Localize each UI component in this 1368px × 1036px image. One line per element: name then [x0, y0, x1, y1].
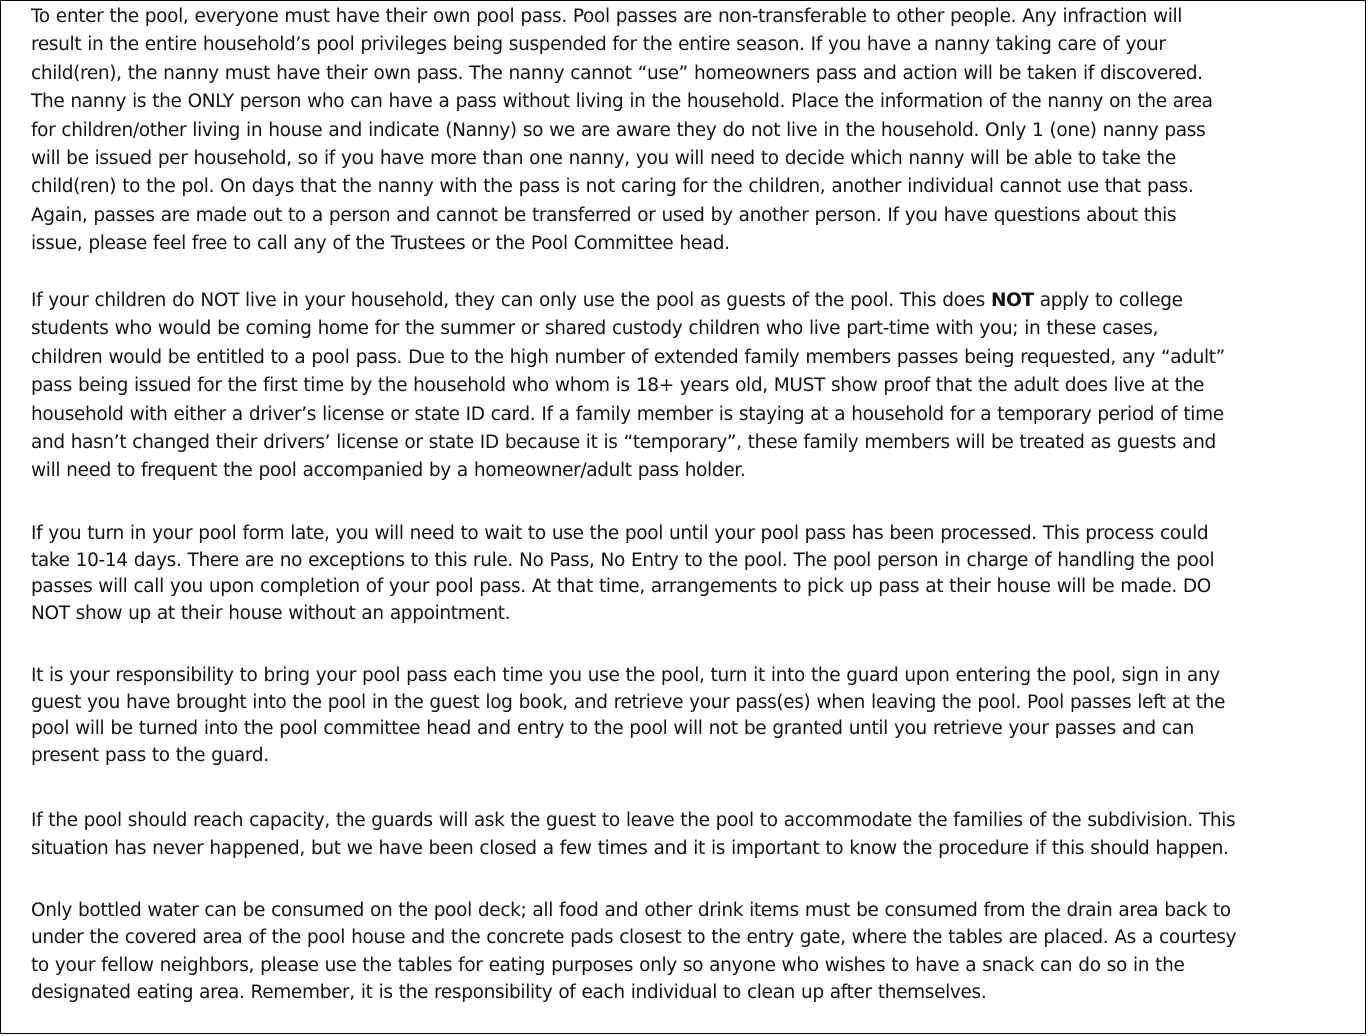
text-line: pool will be turned into the pool committee head and entry to the pool will not be granted until you retrieve your passes and can — [31, 718, 1194, 740]
text-line: If the pool should reach capacity, the guards will ask the guest to leave the pool to accommodate the families of the subdivision. This — [31, 810, 1236, 831]
text-line: take 10-14 days. There are no exceptions to this rule. No Pass, No Entry to the pool. The pool person in charge of handling the pool — [31, 549, 1215, 571]
text-line: Again, passes are made out to a person and cannot be transferred or used by another person. If you have questions about this — [31, 204, 1177, 226]
text-line: pass being issued for the first time by the household who whom is 18+ years old, MUST show proof that the adult does live at the — [31, 375, 1204, 397]
text-segment: If your children do NOT live in your household, they can only use the pool as guests of the pool. This does — [31, 290, 991, 311]
paragraph-late-pool-form — [31, 521, 1339, 628]
text-line: will need to frequent the pool accompanied by a homeowner/adult pass holder. — [31, 460, 746, 482]
text-line: To enter the pool, everyone must have their own pool pass. Pool passes are non-transferable to other people. Any infraction will — [31, 6, 1183, 27]
text-line: result in the entire household’s pool privileges being suspended for the entire season. If you have a nanny taking care of your — [31, 34, 1166, 56]
emphasis-not: NOT — [990, 290, 1034, 311]
text-line: child(ren) to the pol. On days that the nanny with the pass is not caring for the children, another individual cannot use that pass. — [31, 176, 1194, 198]
text-line — [31, 287, 1339, 315]
text-line: NOT show up at their house without an appointment. — [31, 603, 511, 625]
text-segment: apply to college — [1033, 290, 1183, 311]
text-line: and hasn’t changed their drivers’ license or state ID because it is “temporary”, these family members will be treated as guests and — [31, 431, 1216, 453]
text-line: issue, please feel free to call any of the Trustees or the Pool Committee head. — [31, 233, 730, 255]
paragraph-pool-pass-rules — [31, 3, 1339, 259]
text-line: household with either a driver’s license or state ID card. If a family member is staying at a household for a temporary period of time — [31, 403, 1224, 425]
paragraph-non-resident-children — [31, 287, 1339, 486]
text-line: students who would be coming home for the summer or shared custody children who live part-time with you; in these cases, — [31, 318, 1159, 340]
text-line: for children/other living in house and indicate (Nanny) so we are aware they do not live in the household. Only 1 (one) nanny pass — [31, 119, 1206, 141]
text-line: will be issued per household, so if you have more than one nanny, you will need to decide which nanny will be able to take the — [31, 147, 1176, 169]
paragraph-pool-capacity — [31, 807, 1339, 864]
text-line: present pass to the guard. — [31, 745, 269, 767]
paragraph-pass-responsibility — [31, 663, 1339, 770]
text-line: children would be entitled to a pool pass. Due to the high number of extended family members passes being requested, any “adult” — [31, 346, 1225, 368]
text-line: It is your responsibility to bring your pool pass each time you use the pool, turn it into the guard upon entering the pool, sign in any — [31, 665, 1220, 686]
text-line: guest you have brought into the pool in the guest log book, and retrieve your pass(es) when leaving the pool. Pool passes left at the — [31, 691, 1226, 713]
text-line: child(ren), the nanny must have their own pass. The nanny cannot “use” homeowners pass and action will be taken if discovered. — [31, 62, 1203, 84]
text-line: designated eating area. Remember, it is the responsibility of each individual to clean up after themselves. — [31, 981, 987, 1003]
text-line: under the covered area of the pool house and the concrete pads closest to the entry gate, where the tables are placed. As a courtesy — [31, 927, 1237, 949]
text-line: Only bottled water can be consumed on the pool deck; all food and other drink items must be consumed from the drain area back to — [31, 900, 1231, 921]
text-line: If you turn in your pool form late, you will need to wait to use the pool until your pool pass has been processed. This process could — [31, 523, 1209, 544]
text-line: to your fellow neighbors, please use the tables for eating purposes only so anyone who wishes to have a snack can do so in the — [31, 954, 1185, 976]
text-line: situation has never happened, but we have been closed a few times and it is important to know the procedure if this should happen. — [31, 838, 1229, 860]
text-line: The nanny is the ONLY person who can have a pass without living in the household. Place the information of the nanny on the area — [31, 91, 1213, 113]
text-line: passes will call you upon completion of your pool pass. At that time, arrangements to pick up pass at their house will be made. DO — [31, 576, 1212, 598]
paragraph-food-and-drink — [31, 897, 1339, 1006]
